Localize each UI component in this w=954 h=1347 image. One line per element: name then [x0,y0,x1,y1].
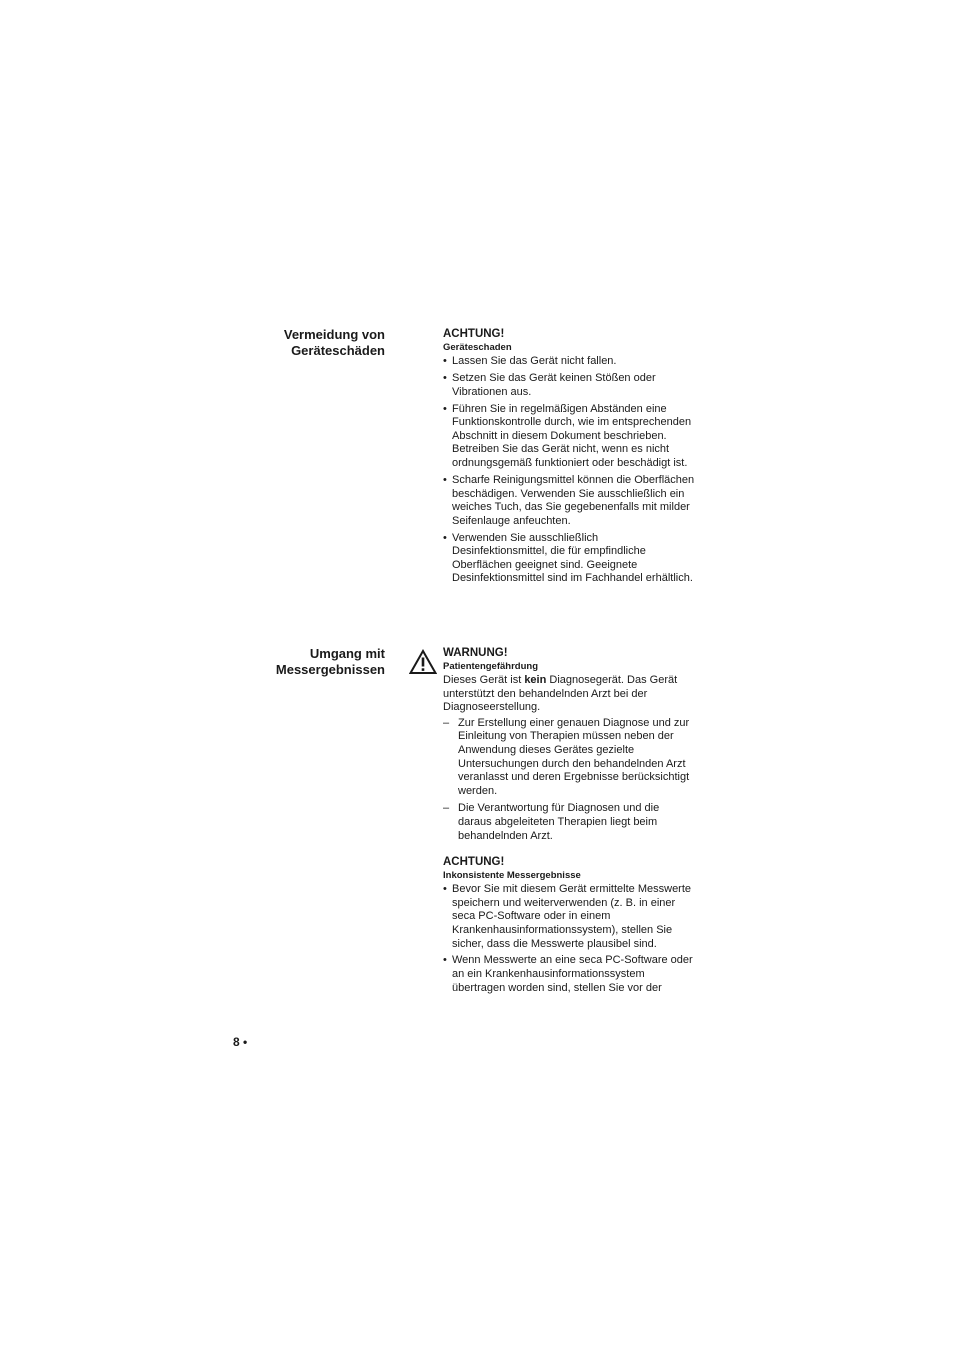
heading-line: Geräteschäden [291,343,385,358]
notice-title: ACHTUNG! [443,328,505,340]
list-item: • Bevor Sie mit diesem Gerät ermittelte Messwerte speichern und weiterverwenden (z. B. in einer seca PC-Software oder in einem Krankenhausinformationssystem), stellen Sie sicher, dass die Messwerte plausibel sind. [443,883,695,951]
intro-text: Diagnosegerät. Das Gerät unterstützt den behandelnden Arzt bei der Diagnoseerstellung. [443,674,678,714]
list-item: • Setzen Sie das Gerät keinen Stößen oder Vibrationen aus. [443,372,695,399]
list-item: • Wenn Messwerte an eine seca PC-Software oder an ein Krankenhausinformationssystem übertragen worden sind, stellen Sie vor der [443,954,695,995]
list-item: • Führen Sie in regelmäßigen Abständen eine Funktionskontrolle durch, wie im entsprechenden Abschnitt in diesem Dokument beschrieben. Betreiben Sie das Gerät nicht, wenn es nicht ordnungsgemäß funktioniert oder beschädigt ist. [443,403,695,471]
notice-title: ACHTUNG! [443,856,505,869]
page-number: 8 • [233,1035,248,1049]
notice-subtitle: Geräteschaden [443,342,512,353]
notice-block-geraeteschaden [443,327,695,589]
warning-triangle-icon [409,649,437,675]
heading-line: Vermeidung von [283,327,385,342]
intro-text: Dieses Gerät ist [443,674,525,686]
list-item: • Lassen Sie das Gerät nicht fallen. [443,355,695,369]
dash-list [443,717,695,843]
list-item: – Die Verantwortung für Diagnosen und die daraus abgeleiteten Therapien liegt beim behandelnden Arzt. [443,802,695,843]
section-heading-messergebnisse [185,646,385,678]
warning-intro [443,674,695,715]
bullet-list [443,355,695,586]
notice-subtitle: Inkonsistente Messergebnisse [443,870,581,882]
warning-title: WARNUNG! [443,647,508,659]
warning-subtitle: Patientengefährdung [443,661,539,672]
heading-line: Umgang mit [309,646,385,661]
heading-line: Messergebnissen [275,662,385,677]
list-item: • Verwenden Sie ausschließlich Desinfektionsmittel, die für empfindliche Oberflächen geeignet sind. Geeignete Desinfektionsmittel sind im Fachhandel erhältlich. [443,532,695,586]
list-item: – Zur Erstellung einer genauen Diagnose und zur Einleitung von Therapien müssen neben der Anwendung dieses Gerätes gezielte Untersuchungen durch den behandelnden Arzt veranlasst und deren Ergebnisse berücksichtigt werden. [443,717,695,799]
list-item: • Scharfe Reinigungsmittel können die Oberflächen beschädigen. Verwenden Sie ausschließlich ein weiches Tuch, das Sie gegebenenfalls mit milder Seifenlauge anfeuchten. [443,474,695,528]
intro-emphasis: kein [524,674,547,686]
warning-block-messergebnisse [443,646,695,999]
section-heading-geraeteschaeden [185,327,385,359]
bullet-list [443,883,695,995]
